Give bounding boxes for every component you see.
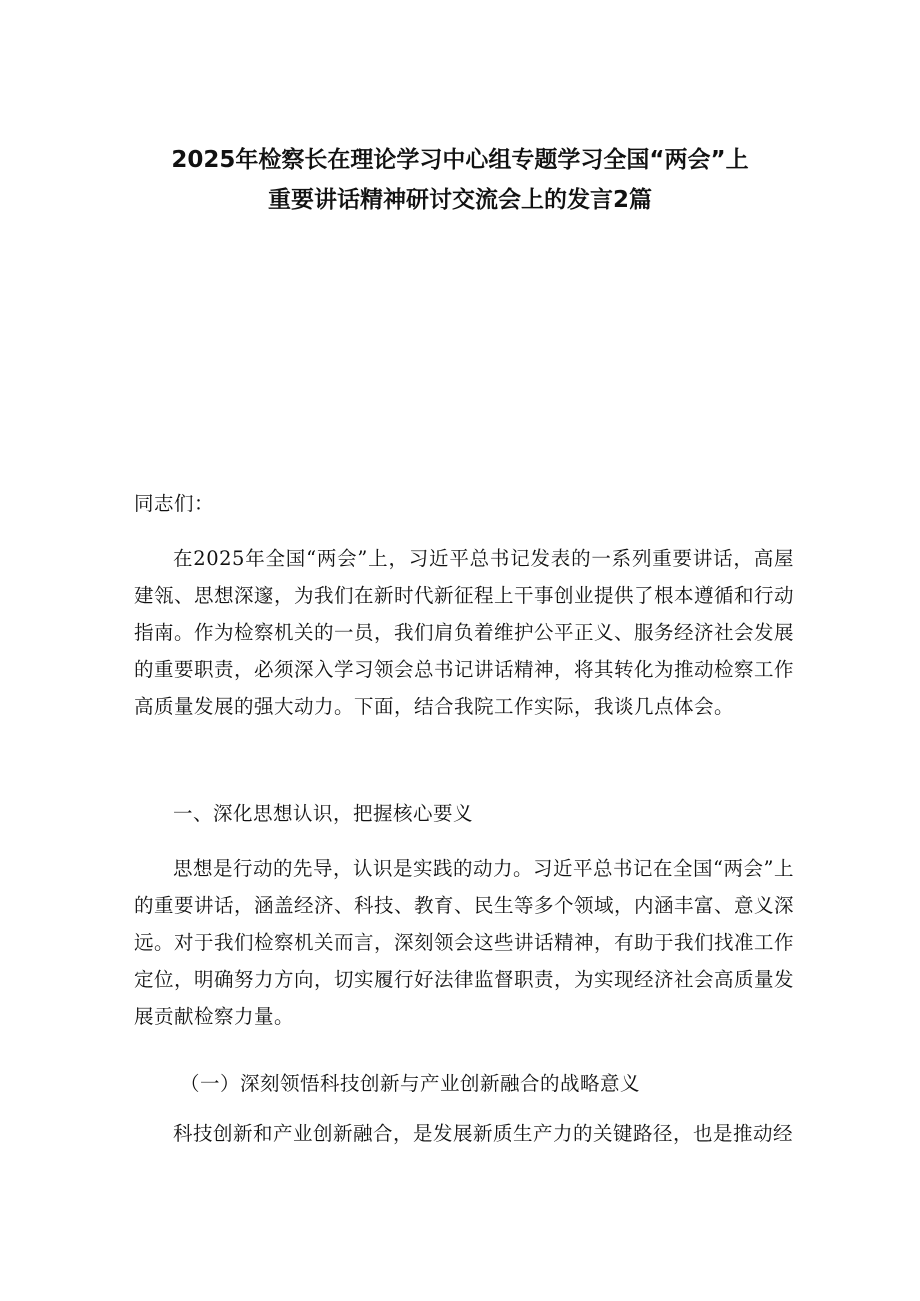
title-line-2: 重要讲话精神研讨交流会上的发言2篇	[267, 187, 652, 213]
paragraph-intro: 在2025年全国“两会”上，习近平总书记发表的一系列重要讲话，高屋建瓴、思想深邃，为我们在新时代新征程上干事创业提供了根本遵循和行动指南。作为检察机关的一员，我们肩负着维护公平正义、服务经济社会发展的重要职责，必须深入学习领会总书记讲话精神，将其转化为推动检察工作高质量发展的强大动力。下面，结合我院工作实际，我谈几点体会。	[134, 547, 795, 718]
section-heading-1: 一、深化思想认识，把握核心要义	[173, 802, 474, 825]
paragraph-section-1: 思想是行动的先导，认识是实践的动力。习近平总书记在全国“两会”上的重要讲话，涵盖经济、科技、教育、民生等多个领域，内涵丰富、意义深远。对于我们检察机关而言，深刻领会这些讲话精神，有助于我们找准工作定位，明确努力方向，切实履行好法律监督职责，为实现经济社会高质量发展贡献检察力量。	[134, 857, 795, 1028]
paragraph-subsection-1: 科技创新和产业创新融合，是发展新质生产力的关键路径，也是推动经	[173, 1122, 794, 1145]
subsection-heading-1: （一）深刻领悟科技创新与产业创新融合的战略意义	[180, 1072, 641, 1095]
title-line-1: 2025年检察长在理论学习中心组专题学习全国“两会”上	[171, 147, 749, 173]
document-title	[100, 140, 820, 220]
salutation: 同志们：	[134, 492, 215, 515]
